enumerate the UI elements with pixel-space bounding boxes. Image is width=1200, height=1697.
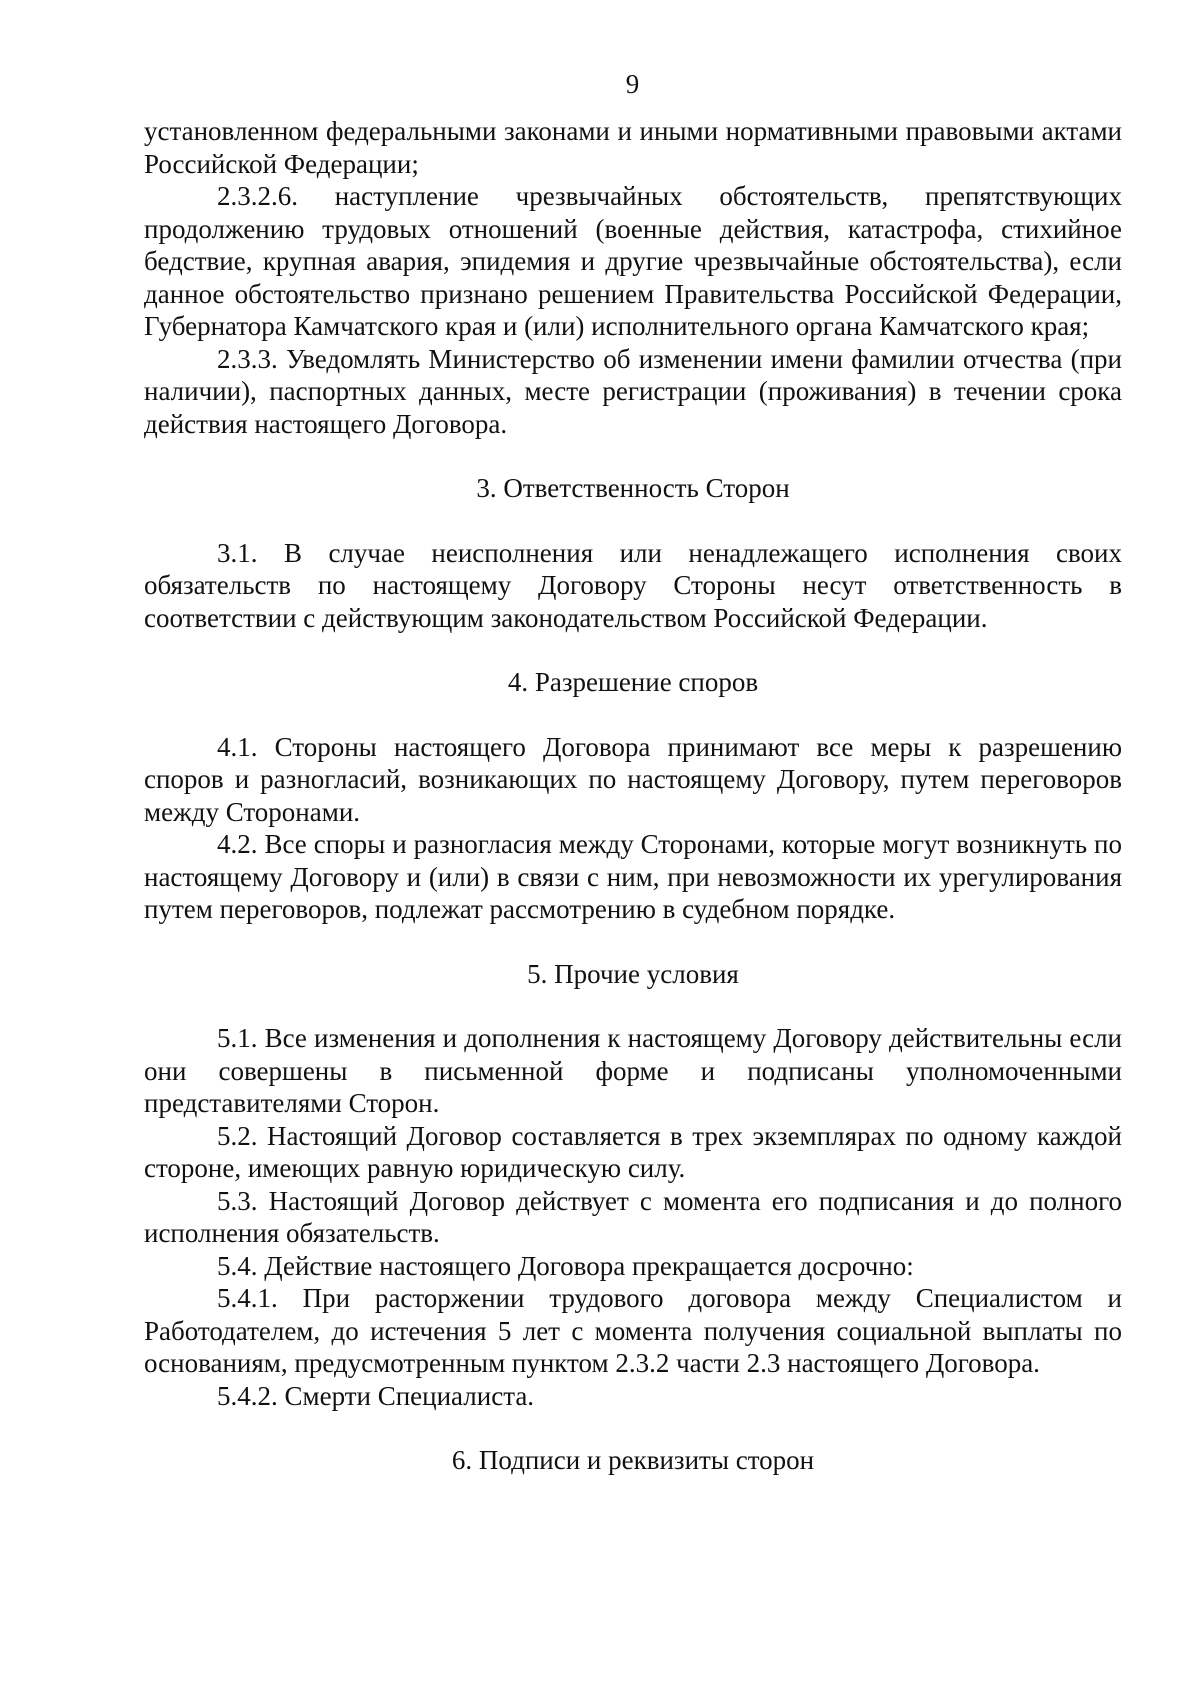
section-6-heading: 6. Подписи и реквизиты сторон [451, 1445, 815, 1475]
paragraph-2-3-2-6: 2.3.2.6. наступление чрезвычайных обстоятельств, препятствующих продолжению трудовых отношений (военные действия, катастрофа, стихийное бедствие, крупная авария, эпидемия и другие чрезвычайные обстоятельства), если данное обстоятельство признано решением Правительства Российской Федерации, Губернатора Камчатского края и (или) исполнительного органа Камчатского края; [144, 181, 1122, 341]
paragraph-2-3-3: 2.3.3. Уведомлять Министерство об изменении имени фамилии отчества (при наличии), паспортных данных, месте регистрации (проживания) в течении срока действия настоящего Договора. [144, 343, 1122, 439]
paragraph-5-4-2: 5.4.2. Смерти Специалиста. [217, 1380, 535, 1411]
paragraph-5-2: 5.2. Настоящий Договор составляется в трех экземплярах по одному каждой стороне, имеющих равную юридическую силу. [144, 1120, 1122, 1183]
paragraph-5-3: 5.3. Настоящий Договор действует с момента его подписания и до полного исполнения обязательств. [144, 1185, 1122, 1248]
paragraph-5-4-1: 5.4.1. При расторжении трудового договора между Специалистом и Работодателем, до истечения 5 лет с момента получения социальной выплаты по основаниям, предусмотренным пунктом 2.3.2 части 2.3 настоящего Договора. [144, 1283, 1122, 1378]
paragraph-continuation: установленном федеральными законами и иными нормативными правовыми актами Российской Федерации; [144, 116, 1122, 179]
section-5-heading: 5. Прочие условия [527, 958, 739, 989]
paragraph-5-4: 5.4. Действие настоящего Договора прекращается досрочно: [217, 1250, 914, 1281]
paragraph-4-2: 4.2. Все споры и разногласия между Сторонами, которые могут возникнуть по настоящему Договору и (или) в связи с ним, при невозможности их урегулирования путем переговоров, подлежат рассмотрению в судебном порядке. [144, 829, 1122, 924]
document-body [144, 115, 1122, 1477]
paragraph-4-1: 4.1. Стороны настоящего Договора принимают все меры к разрешению споров и разногласий, возникающих по настоящему Договору, путем переговоров между Сторонами. [144, 731, 1122, 827]
section-3-heading: 3. Ответственность Сторон [476, 473, 790, 503]
paragraph-5-1: 5.1. Все изменения и дополнения к настоящему Договору действительны если они совершены в письменной форме и подписаны уполномоченными представителями Сторон. [144, 1023, 1122, 1118]
page-number: 9 [625, 69, 640, 99]
section-4-heading: 4. Разрешение споров [507, 667, 759, 697]
paragraph-3-1: 3.1. В случае неисполнения или ненадлежащего исполнения своих обязательств по настоящему Договору Стороны несут ответственность в соответствии с действующим законодательством Российской Федерации. [144, 537, 1122, 633]
